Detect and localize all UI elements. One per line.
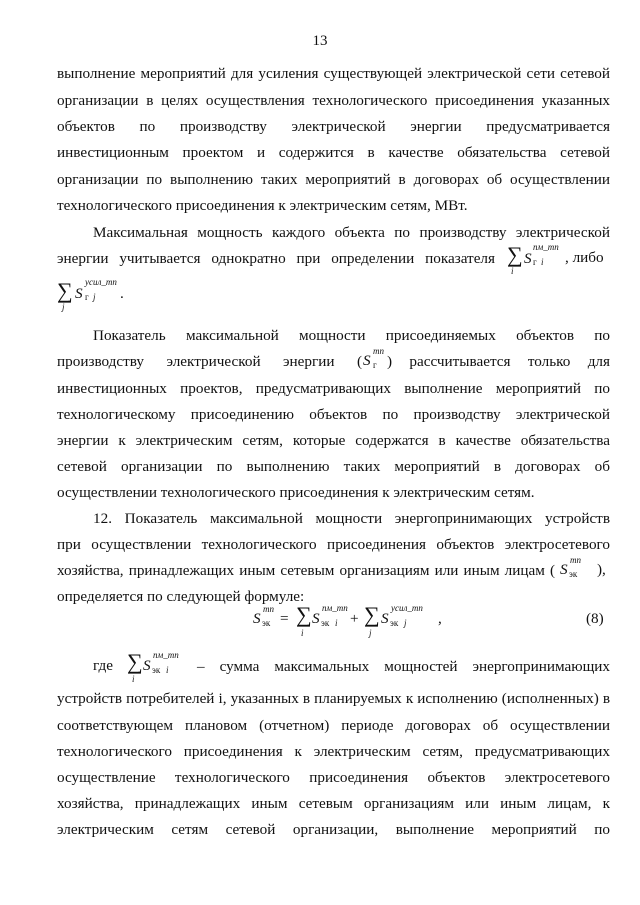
text-line: сетевой организации по выполнению таких мероприятий в договорах об (57, 458, 610, 475)
math-sub: эк (390, 618, 399, 628)
math-s: S (75, 285, 83, 302)
math-sub: j (369, 628, 372, 638)
math-sup: тп (263, 604, 274, 614)
math-sup: пм_тп (322, 603, 348, 613)
text-line: ) рассчитывается только для (387, 353, 610, 370)
text-line: при осуществлении технологического присоединения объектов электросетевого (57, 536, 610, 553)
text-line: осуществлении технологического присоединения к электрическим сетям. (57, 484, 535, 501)
equation-number: (8) (586, 610, 604, 627)
text-line: объектов по производству электрической энергии предусматривается (57, 118, 610, 135)
text-fragment: ), (597, 561, 606, 578)
math-sub: i (132, 674, 135, 684)
page-number: 13 (312, 33, 328, 49)
text-line: технологическому присоединению объектов по производству электрической (57, 406, 610, 423)
sigma-symbol: ∑ (364, 602, 380, 627)
sigma-symbol: ∑ (57, 278, 73, 303)
math-sup: тп (570, 555, 581, 565)
math-eq: = (280, 610, 289, 627)
math-sub: г (533, 257, 537, 267)
math-sup: пм_тп (153, 650, 179, 660)
text-line: энергии учитывается однократно при определении показателя (57, 250, 495, 267)
text-line: 12. Показатель максимальной мощности энергопринимающих устройств (93, 510, 610, 527)
text-line: определяется по следующей формуле: (57, 588, 305, 605)
text-line: технологического присоединения к электрическим сетям, МВт. (57, 197, 468, 214)
text-line: соответствующем плановом (отчетном) периоде договорах об осуществлении (57, 717, 610, 734)
math-sub: эк (569, 569, 578, 579)
math-sub: j (404, 618, 407, 628)
text-line: хозяйства, принадлежащих иным сетевым организациям или иным лицам, к (57, 795, 610, 812)
math-sup: усил_тп (391, 603, 423, 613)
math-sub: j (62, 302, 65, 312)
math-s: S (143, 657, 151, 674)
math-s: S (381, 610, 389, 627)
math-sub: эк (152, 665, 161, 675)
text-line: Максимальная мощность каждого объекта по производству электрической (93, 224, 610, 241)
math-sub: i (301, 628, 304, 638)
text-line: Показатель максимальной мощности присоединяемых объектов по (93, 327, 610, 344)
math-s: S (253, 610, 261, 627)
math-sup: усил_тп (85, 277, 117, 287)
text-line: инвестиционных проектов, предусматривающих выполнение мероприятий по (57, 380, 610, 397)
sum-formula-usil (57, 280, 73, 302)
math-sup: тп (373, 346, 384, 356)
math-sub: i (511, 266, 514, 276)
math-s: S (312, 610, 320, 627)
text-line: инвестиционным проектом и содержится в качестве обязательства сетевой (57, 144, 610, 161)
math-sub: эк (321, 618, 330, 628)
math-s: S (560, 561, 568, 578)
math-comma: , (438, 610, 442, 627)
text-fragment: где (93, 657, 113, 674)
text-line: хозяйства, принадлежащих иным сетевым организациям или иным лицам ( (57, 562, 555, 579)
sigma-symbol: ∑ (296, 602, 312, 627)
math-sub: г (373, 360, 377, 370)
math-sub: эк (262, 618, 271, 628)
text-line: энергии к электрическим сетям, которые содержатся в качестве обязательства (57, 432, 610, 449)
math-sub: i (166, 665, 169, 675)
text-line: производству электрической энергии ( (57, 353, 362, 370)
text-line: устройств потребителей i, указанных в планируемых к исполнению (исполненных) в (57, 690, 610, 707)
math-sub: i (541, 257, 544, 267)
text-line: организации в целях осуществления технологического присоединения указанных (57, 92, 610, 109)
math-plus: + (350, 610, 359, 627)
sigma-symbol: ∑ (127, 649, 143, 674)
math-sub: i (335, 618, 338, 628)
text-line: – сумма максимальных мощностей энергопринимающих (197, 658, 610, 675)
text-line: технологического присоединения к электрическим сетям, предусматривающих (57, 743, 610, 760)
math-s: S (363, 352, 371, 369)
text-fragment: . (120, 285, 124, 302)
math-sub: г (85, 292, 89, 302)
text-fragment: , либо (565, 249, 604, 266)
text-line: выполнение мероприятий для усиления существующей электрической сети сетевой (57, 65, 610, 82)
math-sup: пм_тп (533, 242, 559, 252)
sum-formula-pm (507, 244, 523, 266)
math-s: S (524, 250, 532, 267)
text-line: электрическим сетям сетевой организации, выполнение мероприятий по (57, 821, 610, 838)
text-line: организации по выполнению таких мероприятий в договорах об осуществлении (57, 171, 610, 188)
math-sub: j (93, 292, 96, 302)
text-line: осуществление технологического присоединения объектов электросетевого (57, 769, 610, 786)
sigma-symbol: ∑ (507, 242, 523, 267)
